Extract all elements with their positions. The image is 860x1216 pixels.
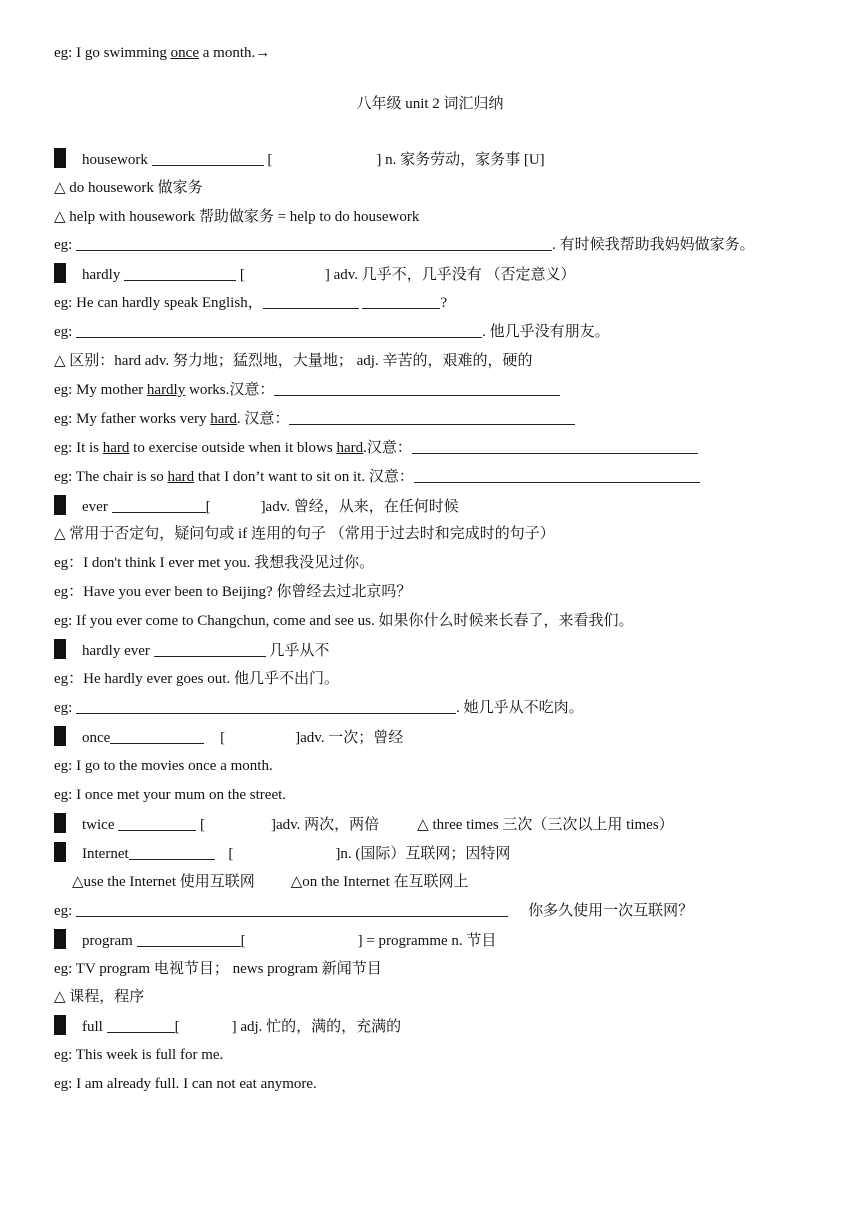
text: that I don’t want to sit on it. 汉意：: [194, 469, 414, 485]
entry-program: [54, 929, 496, 951]
bracket: [: [205, 499, 211, 515]
text: . 汉意：: [236, 411, 290, 427]
text: eg: My father works very: [54, 411, 211, 427]
entry-full: [54, 1015, 401, 1037]
usage-note: △ three times 三次（三次以上用 times）: [417, 817, 674, 833]
example-line: [54, 292, 447, 314]
example-line: eg：I don't think I ever met you. 我想我没见过你。: [54, 555, 375, 571]
bracket: [: [174, 1019, 180, 1035]
fill-blank[interactable]: [263, 293, 359, 309]
example-line: eg: This week is full for me.: [54, 1047, 224, 1063]
example-line: eg：Have you ever been to Beijing? 你曾经去过北京吗？: [54, 584, 412, 600]
fill-blank[interactable]: [154, 641, 266, 657]
bracket: [: [220, 730, 226, 746]
fill-blank[interactable]: [76, 698, 456, 714]
entry-meaning: ] n. 家务劳动，家务事 [U]: [376, 152, 545, 168]
entry-word: full: [82, 1019, 103, 1035]
entry-housework: [54, 148, 545, 170]
fill-blank[interactable]: [112, 497, 206, 513]
example-line: eg: If you ever come to Changchun, come and see us. 如果你什么时候来长春了，来看我们。: [54, 613, 634, 629]
bracket: [: [228, 846, 234, 862]
underlined-word: hard: [102, 440, 130, 456]
fill-blank[interactable]: [289, 409, 575, 425]
usage-note: △ 常用于否定句，疑问句或 if 连用的句子 （常用于过去时和完成时的句子）: [54, 526, 555, 542]
fill-blank[interactable]: [118, 815, 196, 831]
bracket: [: [267, 152, 273, 168]
top-example: [54, 42, 270, 64]
entry-meaning: ]adv. 两次，两倍: [270, 817, 380, 833]
translation: . 有时候我帮助我妈妈做家务。: [552, 237, 755, 253]
underlined-word: hard: [336, 440, 364, 456]
example-line: [54, 900, 693, 922]
entry-word: hardly: [82, 267, 121, 283]
text: eg: The chair is so: [54, 469, 168, 485]
fill-blank[interactable]: [414, 467, 700, 483]
translation: . 他几乎没有朋友。: [482, 324, 610, 340]
entry-word: ever: [82, 499, 108, 515]
entry-hardly-ever: [54, 639, 329, 661]
eg-label: eg:: [54, 324, 73, 340]
bullet-marker: [54, 813, 66, 833]
entry-once: [54, 726, 403, 748]
translation: 你多久使用一次互联网？: [528, 903, 694, 919]
distinction-note: △ 区别：hard adv. 努力地；猛烈地，大量地； adj. 辛苦的，艰难的，硬的: [54, 353, 533, 369]
entry-word: Internet: [82, 846, 129, 862]
phrase: △ help with housework 帮助做家务 = help to do housework: [54, 209, 420, 225]
example-line: [54, 379, 560, 401]
entry-twice: [54, 813, 674, 835]
example-line: [54, 437, 698, 459]
bullet-marker: [54, 726, 66, 746]
example-line: eg：He hardly ever goes out. 他几乎不出门。: [54, 671, 339, 687]
example-line: [54, 466, 700, 488]
underlined-word: hard: [210, 411, 237, 427]
eg-label: eg:: [54, 700, 73, 716]
fill-blank[interactable]: [362, 293, 440, 309]
entry-word: once: [82, 730, 111, 746]
text: to exercise outside when it blows: [129, 440, 337, 456]
example-line: [54, 234, 755, 256]
entry-word: program: [82, 933, 133, 949]
text: eg: My mother: [54, 382, 147, 398]
bullet-marker: [54, 842, 66, 862]
example-line: eg: I go to the movies once a month.: [54, 758, 273, 774]
fill-blank[interactable]: [274, 380, 560, 396]
text: eg: It is: [54, 440, 103, 456]
fill-blank[interactable]: [124, 265, 236, 281]
text: works.汉意：: [185, 382, 275, 398]
entry-meaning: ] adj. 忙的，满的，充满的: [231, 1019, 402, 1035]
example-line: [54, 697, 584, 719]
fill-blank[interactable]: [137, 931, 241, 947]
phrase-row: [72, 871, 469, 893]
fill-blank[interactable]: [107, 1017, 175, 1033]
text: eg: I go swimming: [54, 45, 171, 61]
example-line: [54, 408, 575, 430]
fill-blank[interactable]: [76, 235, 552, 251]
entry-meaning: ]adv. 曾经，从来，在任何时候: [260, 499, 459, 515]
fill-blank[interactable]: [76, 322, 482, 338]
underlined-word: hardly: [146, 382, 186, 398]
entry-word: hardly ever: [82, 643, 150, 659]
fill-blank[interactable]: [76, 901, 508, 917]
example-line: [54, 321, 610, 343]
entry-internet: [54, 842, 510, 864]
bullet-marker: [54, 263, 66, 283]
fill-blank[interactable]: [110, 728, 204, 744]
bracket: [: [239, 267, 245, 283]
bullet-marker: [54, 495, 66, 515]
entry-ever: [54, 495, 459, 517]
entry-meaning: 几乎从不: [269, 643, 330, 659]
page-title: 八年级 unit 2 词汇归纳: [356, 96, 504, 112]
example-line: eg: I once met your mum on the street.: [54, 787, 287, 803]
bullet-marker: [54, 639, 66, 659]
text: a month.→: [199, 45, 271, 61]
entry-word: twice: [82, 817, 115, 833]
phrase: △on the Internet 在互联网上: [290, 874, 469, 890]
entry-meaning: ] = programme n. 节目: [357, 933, 497, 949]
bracket: [: [199, 817, 205, 833]
entry-word: housework: [82, 152, 148, 168]
eg-label: eg:: [54, 903, 73, 919]
fill-blank[interactable]: [152, 150, 264, 166]
entry-meaning: ]n. (国际）互联网；因特网: [335, 846, 511, 862]
phrase: △ do housework 做家务: [54, 180, 203, 196]
underlined-word: once: [170, 45, 199, 61]
fill-blank[interactable]: [412, 438, 698, 454]
translation: . 她几乎从不吃肉。: [456, 700, 584, 716]
fill-blank[interactable]: [129, 844, 215, 860]
bracket: [: [240, 933, 246, 949]
example-text: eg: He can hardly speak English，: [54, 295, 263, 311]
underlined-word: hard: [167, 469, 195, 485]
example-line: eg: TV program 电视节目； news program 新闻节目: [54, 961, 382, 977]
example-line: eg: I am already full. I can not eat anymore.: [54, 1076, 317, 1092]
text: .汉意：: [363, 440, 412, 456]
entry-hardly: [54, 263, 576, 285]
bullet-marker: [54, 929, 66, 949]
eg-label: eg:: [54, 237, 73, 253]
bullet-marker: [54, 148, 66, 168]
phrase: △use the Internet 使用互联网: [72, 874, 255, 890]
text: ?: [440, 295, 448, 311]
usage-note: △ 课程，程序: [54, 989, 145, 1005]
bullet-marker: [54, 1015, 66, 1035]
entry-meaning: ]adv. 一次；曾经: [295, 730, 404, 746]
entry-meaning: ] adv. 几乎不，几乎没有 （否定意义）: [324, 267, 576, 283]
